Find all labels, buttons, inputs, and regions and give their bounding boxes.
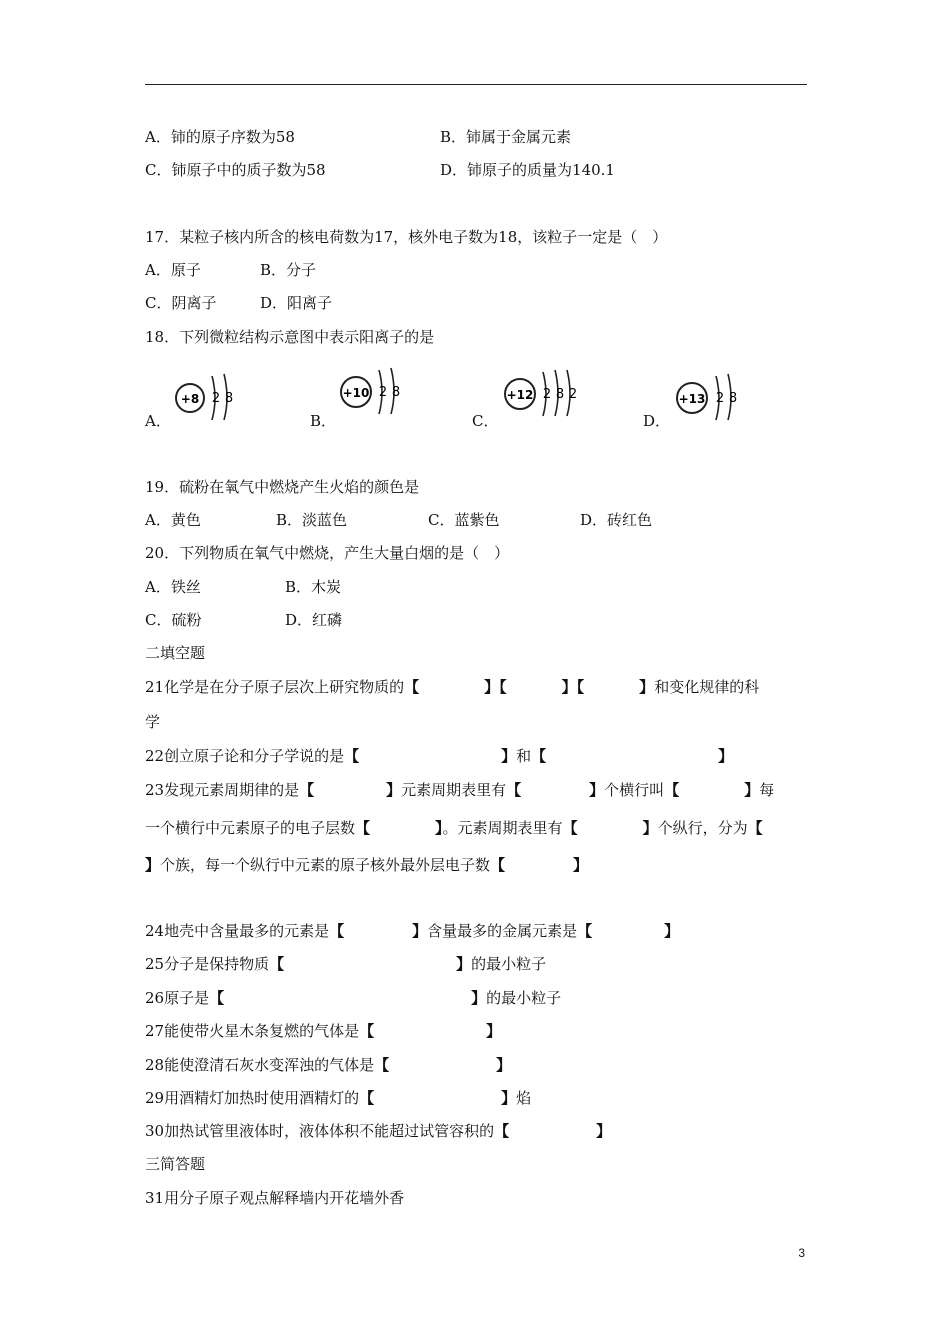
q23-line-2 (145, 818, 763, 838)
q22-part-1: 22创立原子论和分子学说的是 (145, 747, 345, 765)
q21-part-2: 和变化规律的科 (654, 678, 760, 696)
q23-part-5: 一个横行中元素原子的电子层数 (145, 819, 356, 837)
q19-option-c: C．蓝紫色 (428, 511, 500, 529)
q17-stem: 17．某粒子核内所含的核电荷数为17，核外电子数为18，该粒子一定是（ ） (145, 228, 668, 246)
q18-label-d: D． (643, 412, 671, 430)
q29-text (145, 1088, 531, 1108)
q25-part-2: 的最小粒子 (471, 955, 547, 973)
bracket-close: 】 (589, 781, 605, 799)
q16-option-d: D．铈原子的质量为140.1 (440, 161, 615, 179)
bracket-open: 【 (344, 747, 360, 765)
q31-text: 31用分子原子观点解释墙内开花墙外香 (145, 1189, 405, 1207)
bracket-close: 】 (412, 922, 428, 940)
bracket-open: 【 (355, 819, 371, 837)
shell-count: 8 (555, 387, 565, 402)
shell-count: 8 (224, 391, 234, 406)
q24-part-1: 24地壳中含量最多的元素是 (145, 922, 330, 940)
bracket-close: 】 (573, 856, 589, 874)
q17-option-a: A．原子 (145, 261, 201, 279)
bracket-open: 【 (506, 781, 522, 799)
q22-part-2: 和 (516, 747, 532, 765)
bracket-close: 】 (435, 819, 443, 837)
bracket-close: 】 (471, 989, 487, 1007)
q30-text (145, 1121, 611, 1141)
bracket-open: 【 (374, 1056, 390, 1074)
q16-option-c: C．铈原子中的质子数为58 (145, 161, 326, 179)
section-heading-short-answer: 三简答题 (145, 1155, 206, 1173)
nucleus-label: +10 (342, 386, 370, 400)
bracket-open: 【 (269, 955, 285, 973)
shell-count: 2 (568, 387, 578, 402)
q23-part-7: 个纵行，分为 (657, 819, 748, 837)
q20-option-b: B．木炭 (285, 578, 342, 596)
q26-text (145, 988, 561, 1008)
nucleus-label: +8 (180, 392, 200, 406)
bracket-open: 【 (359, 1022, 375, 1040)
q20-option-a: A．铁丝 (145, 578, 201, 596)
q23-part-4: 每 (759, 781, 775, 799)
bracket-open: 【 (576, 678, 585, 696)
q19-stem: 19．硫粉在氧气中燃烧产生火焰的颜色是 (145, 478, 420, 496)
shell-count: 2 (378, 385, 388, 400)
q28-text (145, 1055, 511, 1075)
q19-option-a: A．黄色 (145, 511, 201, 529)
q16-option-b: B．铈属于金属元素 (440, 128, 572, 146)
bracket-close: 】 (484, 678, 500, 696)
q23-part-6: 。元素周期表里有 (442, 819, 563, 837)
nucleus-label: +12 (506, 388, 534, 402)
bracket-open: 【 (577, 922, 593, 940)
q23-part-2: 元素周期表里有 (401, 781, 507, 799)
bracket-open: 【 (299, 781, 315, 799)
bracket-open: 【 (404, 678, 420, 696)
q17-option-d: D．阳离子 (260, 294, 333, 312)
bracket-close: 】 (386, 781, 402, 799)
nucleus-label: +13 (678, 392, 706, 406)
q16-option-a: A．铈的原子序数为58 (145, 128, 295, 146)
q27-text (145, 1021, 501, 1041)
bracket-close: 】 (639, 678, 655, 696)
bracket-open: 【 (329, 922, 345, 940)
q23-line-1 (145, 780, 774, 800)
bracket-close: 】 (486, 1022, 502, 1040)
bracket-close: 】 (596, 1122, 612, 1140)
bracket-open: 【 (359, 1089, 375, 1107)
bracket-close: 】 (561, 678, 577, 696)
q27-part-1: 27能使带火星木条复燃的气体是 (145, 1022, 360, 1040)
bracket-open: 【 (747, 819, 763, 837)
atom-diagram-b (338, 366, 408, 416)
q18-label-b: B． (310, 412, 337, 430)
q25-part-1: 25分子是保持物质 (145, 955, 270, 973)
bracket-close: 】 (501, 747, 517, 765)
atom-diagram-c (502, 368, 584, 418)
bracket-open: 【 (209, 989, 225, 1007)
q23-part-8: 个族，每一个纵行中元素的原子核外最外层电子数 (160, 856, 491, 874)
bracket-open: 【 (562, 819, 578, 837)
page-number: 3 (798, 1246, 805, 1260)
shell-count: 2 (211, 391, 221, 406)
bracket-close: 】 (145, 856, 161, 874)
q23-line-3 (145, 855, 588, 875)
bracket-open: 【 (494, 1122, 510, 1140)
q29-part-2: 焰 (516, 1089, 532, 1107)
q21-continuation: 学 (145, 713, 161, 731)
bracket-open: 【 (490, 856, 506, 874)
section-heading-fill: 二填空题 (145, 644, 206, 662)
bracket-close: 】 (664, 922, 680, 940)
q21-text (145, 677, 759, 697)
bracket-close: 】 (642, 819, 658, 837)
bracket-close: 】 (501, 1089, 517, 1107)
q26-part-2: 的最小粒子 (486, 989, 562, 1007)
header-rule (145, 84, 807, 85)
q30-part-1: 30加热试管里液体时，液体体积不能超过试管容积的 (145, 1122, 495, 1140)
q22-text (145, 746, 733, 766)
q18-label-a: A． (145, 412, 171, 430)
q28-part-1: 28能使澄清石灰水变浑浊的气体是 (145, 1056, 375, 1074)
q24-part-2: 含量最多的金属元素是 (427, 922, 578, 940)
atom-diagram-a (172, 370, 242, 420)
bracket-close: 】 (718, 747, 734, 765)
bracket-open: 【 (531, 747, 547, 765)
q19-option-d: D．砖红色 (580, 511, 653, 529)
q23-part-3: 个横行叫 (604, 781, 665, 799)
q17-option-c: C．阴离子 (145, 294, 217, 312)
q24-text (145, 921, 679, 941)
q21-part-1: 21化学是在分子原子层次上研究物质的 (145, 678, 405, 696)
shell-count: 8 (728, 391, 738, 406)
q29-part-1: 29用酒精灯加热时使用酒精灯的 (145, 1089, 360, 1107)
shell-count: 2 (542, 387, 552, 402)
bracket-close: 】 (456, 955, 472, 973)
bracket-open: 【 (664, 781, 680, 799)
q18-label-c: C． (472, 412, 499, 430)
shell-count: 8 (391, 385, 401, 400)
q20-option-c: C．硫粉 (145, 611, 202, 629)
bracket-open: 【 (499, 678, 507, 696)
q26-part-1: 26原子是 (145, 989, 210, 1007)
q19-option-b: B．淡蓝色 (276, 511, 348, 529)
q25-text (145, 954, 546, 974)
q18-stem: 18．下列微粒结构示意图中表示阳离子的是 (145, 328, 435, 346)
bracket-close: 】 (496, 1056, 512, 1074)
q20-option-d: D．红磷 (285, 611, 343, 629)
bracket-close: 】 (744, 781, 760, 799)
q23-part-1: 23发现元素周期律的是 (145, 781, 300, 799)
shell-count: 2 (715, 391, 725, 406)
q17-option-b: B．分子 (260, 261, 317, 279)
atom-diagram-d (675, 372, 745, 422)
q20-stem: 20．下列物质在氧气中燃烧，产生大量白烟的是（ ） (145, 544, 510, 562)
